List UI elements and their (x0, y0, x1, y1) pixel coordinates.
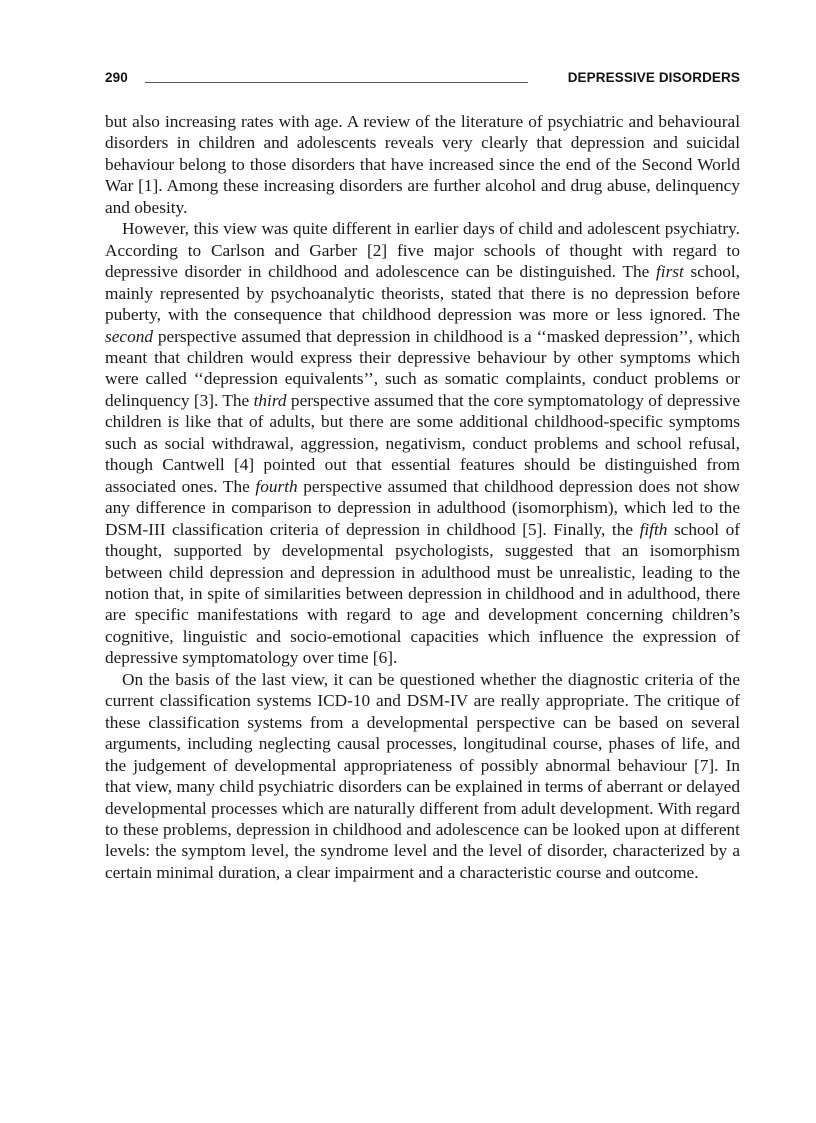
text-segment: school, mainly represented by psychoanalytic theorists, stated that there is no depression before puberty, with the consequence that childhood depression was more or less ignored. The (105, 262, 740, 325)
book-page (105, 64, 740, 883)
paragraph-3 (105, 669, 740, 884)
text-segment: perspective assumed that the core symptomatology of depressive children is like that of adults, but there are some additional childhood-specific symptoms such as social withdrawal, aggression, negativism, conduct problems and school refusal, though Cantwell [4] pointed out that essential features should be distinguished from associated ones. The (105, 390, 740, 496)
running-head (105, 64, 740, 86)
text-segment: However, this view was quite different in earlier days of child and adolescent psychiatry. According to Carlson and Garber [2] five major schools of thought with regard to depressive disorder in childhood and adolescence can be distinguished. The (105, 219, 740, 282)
emphasis-fourth: fourth (255, 476, 298, 496)
paragraph-2 (105, 218, 740, 669)
emphasis-first: first (655, 262, 684, 282)
chapter-title: DEPRESSIVE DISORDERS (567, 70, 740, 85)
page-number: 290 (105, 70, 128, 85)
text-segment: On the basis of the last view, it can be questioned whether the diagnostic criteria of the current classification systems ICD-10 and DSM-IV are really appropriate. The critique of these classification systems from a developmental perspective can be based on several arguments, including neglecting causal processes, longitudinal course, phases of life, and the judgement of developmental appropriateness of possibly abnormal behaviour [7]. In that view, many child psychiatric disorders can be explained in terms of aberrant or delayed developmental processes which are naturally different from adult development. With regard to these problems, depression in childhood and adolescence can be looked upon at different levels: the symptom level, the syndrome level and the level of disorder, characterized by a certain minimal duration, a clear impairment and a characteristic course and outcome. (105, 669, 740, 882)
text-segment: but also increasing rates with age. A review of the literature of psychiatric and behavioural disorders in children and adolescents reveals very clearly that depression and suicidal behaviour belong to those disorders that have increased since the end of the Second World War [1]. Among these increasing disorders are further alcohol and drug abuse, delinquency and obesity. (105, 112, 740, 217)
emphasis-fifth: fifth (639, 519, 668, 539)
text-segment: school of thought, supported by developmental psychologists, suggested that an isomorphism between child depression and depression in adulthood must be unrealistic, leading to the notion that, in spite of similarities between depression in childhood and in adulthood, there are specific manifestations with regard to age and development concerning children’s cognitive, linguistic and socio-emotional capacities which influence the expression of depressive symptomatology over time [6]. (105, 519, 741, 668)
body-text (105, 111, 740, 883)
emphasis-third: third (253, 390, 287, 410)
header-rule (145, 82, 528, 83)
text-segment: perspective assumed that childhood depression does not show any difference in comparison to depression in adulthood (isomorphism), which led to the DSM-III classification criteria of depression in childhood [5]. Finally, the (105, 476, 740, 539)
paragraph-1 (105, 111, 740, 218)
emphasis-second: second (105, 326, 153, 346)
text-segment: perspective assumed that depression in childhood is a ‘‘masked depression’’, which meant that children would express their depressive behaviour by other symptoms which were called ‘‘depression equivalents’’, such as somatic complaints, conduct problems or delinquency [3]. The (105, 326, 740, 410)
